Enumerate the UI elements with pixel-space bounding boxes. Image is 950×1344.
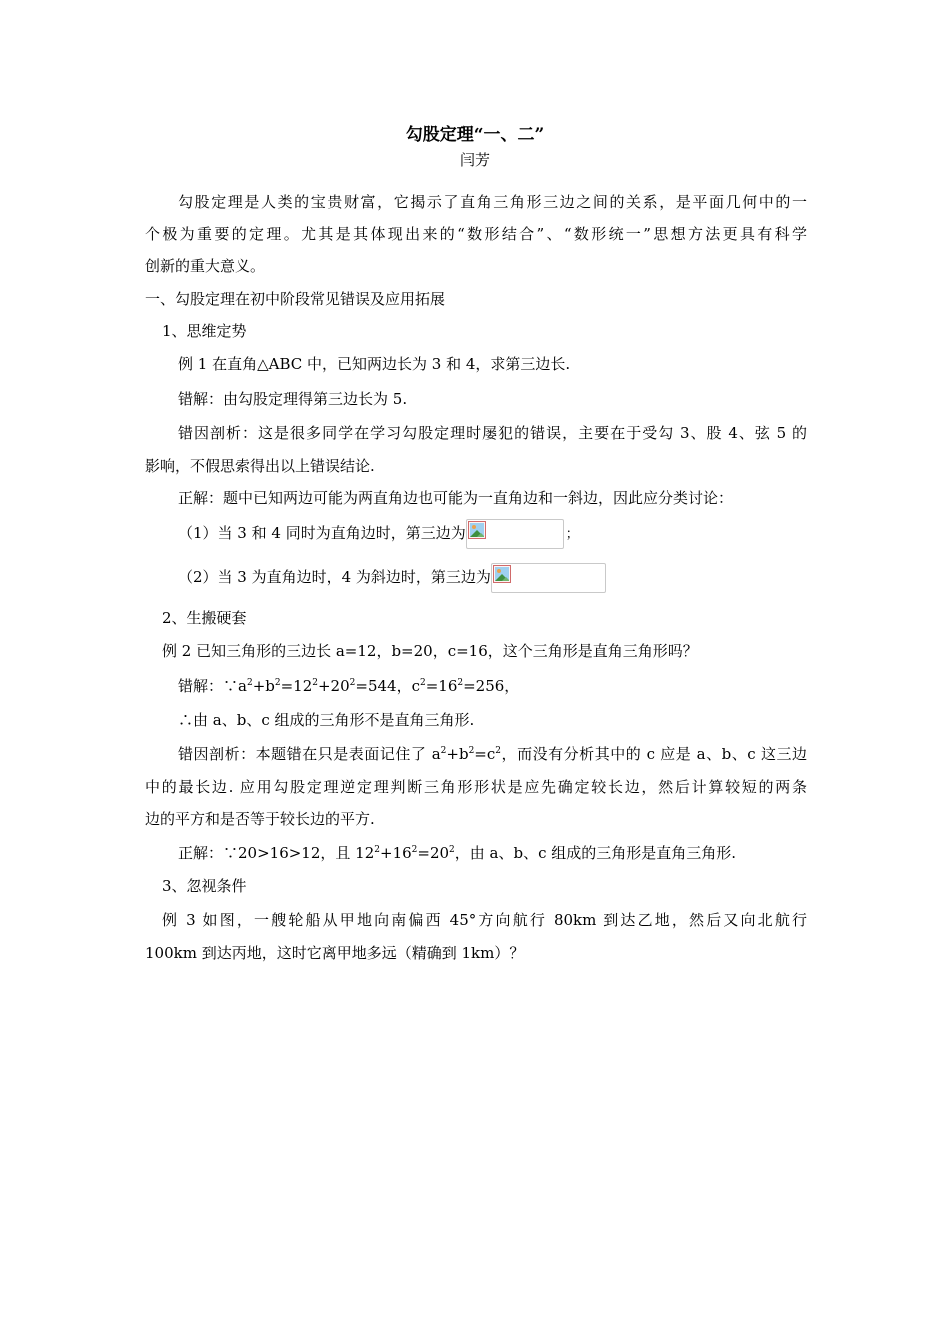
superscript: 2 [457, 678, 464, 688]
ex2-correct-part: +16 [380, 844, 412, 862]
example-2-therefore: ∴由 a、b、c 组成的三角形不是直角三角形. [178, 711, 475, 729]
subsection-heading-1: 1、思维定势 [162, 322, 247, 340]
intro-line-2: 个极为重要的定理。尤其是其体现出来的“数形结合”、“数形统一”思想方法更具有科学 [145, 225, 807, 243]
superscript: 2 [274, 678, 281, 688]
superscript: 2 [440, 746, 447, 756]
ex2-wrong-part: =16 [425, 677, 458, 695]
case-1-text: （1）当 3 和 4 同时为直角边时，第三边为 [178, 524, 466, 542]
case-1-punctuation: ； [565, 527, 579, 542]
superscript: 2 [468, 746, 475, 756]
subsection-heading-2: 2、生搬硬套 [162, 609, 247, 627]
broken-image-icon [468, 521, 486, 539]
formula-image-case-1 [466, 519, 564, 549]
ex2-wrong-part: +20 [317, 677, 350, 695]
superscript: 2 [246, 678, 253, 688]
ex2-reason-part: 错因剖析：本题错在只是表面记住了 a [178, 745, 441, 763]
superscript: 2 [374, 845, 380, 855]
superscript: 2 [349, 678, 356, 688]
ex2-reason-part: ，而没有分析其中的 c 应是 a、b、c 这三边 [501, 745, 808, 763]
ex2-correct-part: 正解：∵20>16>12，且 12 [178, 844, 375, 862]
ex2-wrong-part: +b [252, 677, 275, 695]
superscript: 2 [312, 678, 318, 688]
doc-author: 闫芳 [459, 151, 490, 169]
ex2-correct-part: ，由 a、b、c 组成的三角形是直角三角形. [454, 844, 737, 862]
superscript: 2 [449, 845, 455, 855]
example-1-case-1 [178, 518, 579, 550]
example-1-reason-line-2: 影响，不假思索得出以上错误结论. [145, 457, 375, 475]
example-3-line-1: 例 3 如图，一艘轮船从甲地向南偏西 45°方向航行 80km 到达乙地，然后又向北航行 [162, 911, 807, 929]
example-1-case-2 [178, 562, 606, 593]
example-2-reason-line-3: 边的平方和是否等于较长边的平方. [145, 810, 375, 828]
superscript: 2 [411, 845, 418, 855]
example-1-wrong: 错解：由勾股定理得第三边长为 5. [178, 390, 408, 408]
doc-title: 勾股定理“一、二” [405, 125, 545, 145]
example-1-text: 例 1 在直角△ABC 中，已知两边长为 3 和 4，求第三边长. [178, 355, 571, 373]
example-1-correct: 正解：题中已知两边可能为两直角边也可能为一直角边和一斜边，因此应分类讨论： [178, 489, 734, 507]
ex2-wrong-part: =544，c [355, 677, 420, 695]
subsection-heading-3: 3、忽视条件 [162, 877, 247, 895]
example-2-reason-line-2: 中的最长边. 应用勾股定理逆定理判断三角形形状是应先确定较长边，然后计算较短的两条 [145, 778, 807, 796]
ex2-wrong-part: 错解：∵a [178, 677, 247, 695]
ex2-reason-part: +b [446, 745, 469, 763]
formula-image-case-2 [491, 563, 606, 593]
example-2-wrong [178, 676, 519, 696]
broken-image-icon [493, 565, 511, 583]
ex2-correct-part: =20 [417, 844, 450, 862]
case-2-text: （2）当 3 为直角边时，4 为斜边时，第三边为 [178, 568, 491, 586]
ex2-wrong-part: =12 [280, 677, 313, 695]
intro-line-3: 创新的重大意义。 [145, 257, 266, 275]
section-heading-1: 一、勾股定理在初中阶段常见错误及应用拓展 [145, 290, 446, 308]
example-2-correct [178, 843, 736, 863]
ex2-reason-part: =c [474, 745, 496, 763]
superscript: 2 [495, 746, 502, 756]
example-1-reason-line-1: 错因剖析：这是很多同学在学习勾股定理时屡犯的错误，主要在于受勾 3、股 4、弦 5 的 [178, 424, 807, 442]
superscript: 2 [419, 678, 426, 688]
example-2-text: 例 2 已知三角形的三边长 a=12，b=20，c=16，这个三角形是直角三角形吗？ [162, 642, 698, 660]
ex2-wrong-part: =256， [463, 677, 520, 695]
intro-line-1: 勾股定理是人类的宝贵财富，它揭示了直角三角形三边之间的关系，是平面几何中的一 [178, 193, 807, 211]
example-2-reason-line-1 [178, 744, 807, 764]
example-3-line-2: 100km 到达丙地，这时它离甲地多远（精确到 1km）？ [145, 944, 525, 962]
